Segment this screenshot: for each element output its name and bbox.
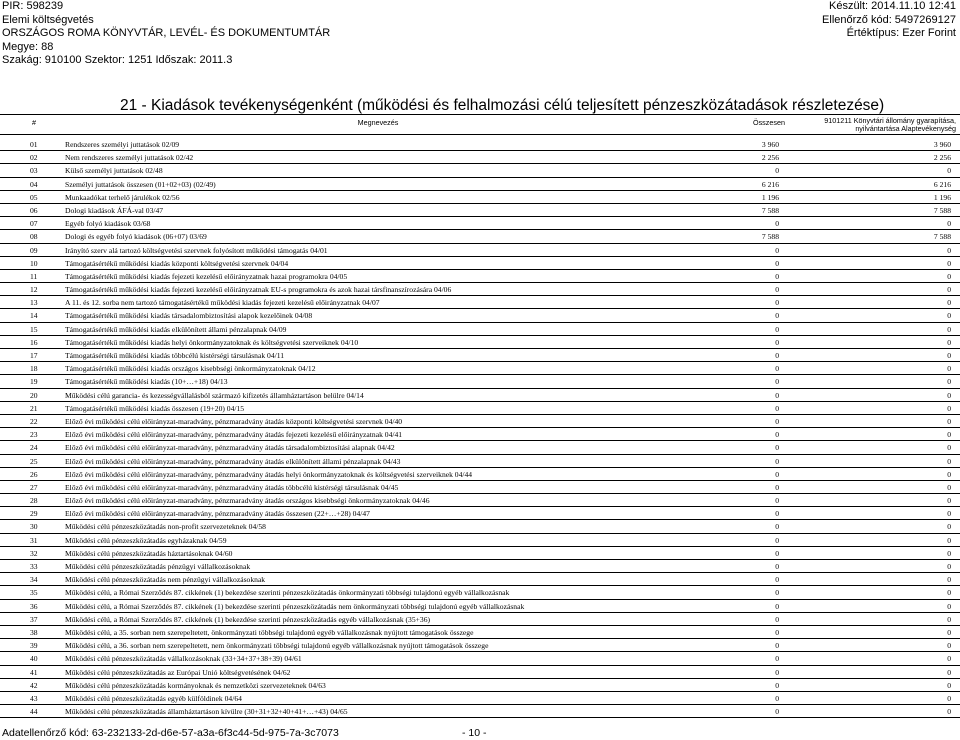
row-total: 0 <box>775 443 779 453</box>
row-activity-value: 0 <box>947 430 951 440</box>
row-label: Rendszeres személyi juttatások 02/09 <box>65 140 180 149</box>
table-row <box>0 692 960 705</box>
table-row <box>0 415 960 428</box>
row-total: 1 196 <box>761 192 779 202</box>
row-label: Támogatásértékű működési kiadás (10+…+18) 04/13 <box>65 377 228 387</box>
row-activity-value: 0 <box>947 351 951 360</box>
row-activity-value: 0 <box>947 271 951 281</box>
row-total: 0 <box>775 562 779 571</box>
row-number: 38 <box>30 627 38 637</box>
row-activity-value: 0 <box>947 390 951 400</box>
row-total: 0 <box>775 496 779 506</box>
row-label: Működési célú pénzeszközátadás egyéb külföldinek 04/64 <box>65 693 242 703</box>
table-row <box>0 138 960 151</box>
row-label: Egyéb folyó kiadások 03/68 <box>65 219 151 229</box>
table-row <box>0 652 960 665</box>
value-type: Értéktípus: Ezer Forint <box>846 27 956 40</box>
row-total: 3 960 <box>761 140 779 149</box>
table-row <box>0 349 960 362</box>
row-label: Külső személyi juttatások 02/48 <box>65 166 163 176</box>
column-activity-header-line1: 9101211 Könyvtári állomány gyarapítása, <box>824 116 956 125</box>
row-activity-value: 7 588 <box>933 205 951 215</box>
row-total: 0 <box>775 522 779 532</box>
row-label: Irányító szerv alá tartozó költségvetési szervnek folyósított működési támogatás 04/01 <box>65 245 328 255</box>
table-row <box>0 679 960 692</box>
row-number: 28 <box>30 496 38 506</box>
table-row <box>0 309 960 322</box>
row-number: 43 <box>30 693 38 703</box>
row-number: 36 <box>30 601 38 611</box>
table-row <box>0 586 960 599</box>
table-row <box>0 336 960 349</box>
row-number: 23 <box>30 430 38 440</box>
row-number: 41 <box>30 667 38 677</box>
row-activity-value: 0 <box>947 285 951 295</box>
row-number: 32 <box>30 548 38 558</box>
row-activity-value: 0 <box>947 416 951 426</box>
row-number: 29 <box>30 509 38 519</box>
row-activity-value: 3 960 <box>933 140 951 149</box>
row-number: 06 <box>30 205 38 215</box>
row-label: Működési célú pénzeszközátadás az Európai Unió költségvetésének 04/62 <box>65 667 291 677</box>
control-code: Ellenőrző kód: 5497269127 <box>822 13 956 26</box>
row-activity-value: 0 <box>947 588 951 598</box>
table-row <box>0 520 960 533</box>
row-total: 0 <box>775 707 779 717</box>
row-number: 09 <box>30 245 38 255</box>
table-row <box>0 494 960 507</box>
row-activity-value: 0 <box>947 641 951 651</box>
row-total: 0 <box>775 390 779 400</box>
row-number: 39 <box>30 641 38 651</box>
row-activity-value: 0 <box>947 601 951 611</box>
row-activity-value: 0 <box>947 654 951 664</box>
row-activity-value: 0 <box>947 535 951 545</box>
table-header <box>0 114 960 135</box>
row-label: Előző évi működési célú előirányzat-maradvány, pénzmaradvány átadás összesen (22+…+28) 04/47 <box>65 509 370 519</box>
row-total: 0 <box>775 430 779 440</box>
table-row <box>0 428 960 441</box>
row-number: 16 <box>30 337 38 347</box>
row-total: 0 <box>775 351 779 360</box>
table-row <box>0 217 960 230</box>
row-label: Támogatásértékű működési kiadás fejezeti kezelésű előirányzatnak EU-s programokra és azok hazai társfinanszírozására 04/06 <box>65 285 452 295</box>
row-label: Támogatásértékű működési kiadás helyi önkormányzatoknak és költségvetési szerveiknek 04/10 <box>65 337 359 347</box>
row-activity-value: 0 <box>947 680 951 690</box>
row-activity-value: 0 <box>947 614 951 624</box>
row-total: 0 <box>775 509 779 519</box>
row-activity-value: 6 216 <box>933 179 951 189</box>
row-activity-value: 0 <box>947 469 951 479</box>
table-row <box>0 178 960 191</box>
table-row <box>0 441 960 454</box>
row-activity-value: 0 <box>947 403 951 413</box>
row-label: Előző évi működési célú előirányzat-maradvány, pénzmaradvány átadás fejezeti kezelésű előirányzatnak 04/41 <box>65 430 403 440</box>
row-total: 7 588 <box>761 205 779 215</box>
table-row <box>0 164 960 177</box>
row-label: Nem rendszeres személyi juttatások 02/42 <box>65 153 194 163</box>
row-total: 0 <box>775 337 779 347</box>
row-label: Működési célú, a Római Szerződés 87. cikkének (1) bekezdése szerinti pénzeszközátadás nem önkormányzati többségi tulajdonú egyéb vállalkozásnak <box>65 601 525 611</box>
table-row <box>0 296 960 309</box>
row-number: 31 <box>30 535 38 545</box>
row-total: 0 <box>775 271 779 281</box>
table-row <box>0 283 960 296</box>
row-activity-value: 0 <box>947 258 951 268</box>
row-number: 12 <box>30 285 38 295</box>
row-number: 34 <box>30 575 38 585</box>
table-row <box>0 402 960 415</box>
row-activity-value: 2 256 <box>933 153 951 163</box>
county-line: Megye: 88 <box>2 40 54 53</box>
table-row <box>0 362 960 375</box>
row-activity-value: 0 <box>947 245 951 255</box>
row-total: 0 <box>775 469 779 479</box>
row-activity-value: 0 <box>947 166 951 176</box>
row-label: Előző évi működési célú előirányzat-maradvány, pénzmaradvány átadás helyi önkormányzatoknak és költségvetési szerveiknek 04/44 <box>65 469 473 479</box>
table-row <box>0 151 960 164</box>
row-total: 0 <box>775 535 779 545</box>
row-activity-value: 0 <box>947 298 951 308</box>
row-number: 30 <box>30 522 38 532</box>
row-total: 0 <box>775 654 779 664</box>
row-label: Előző évi működési célú előirányzat-maradvány, pénzmaradvány átadás elkülönített állami pénzalapnak 04/43 <box>65 456 401 466</box>
table-row <box>0 323 960 336</box>
table-row <box>0 204 960 217</box>
row-total: 0 <box>775 680 779 690</box>
row-activity-value: 0 <box>947 575 951 585</box>
row-number: 01 <box>30 140 38 149</box>
table-row <box>0 639 960 652</box>
row-number: 26 <box>30 469 38 479</box>
row-label: Működési célú pénzeszközátadás vállalkozásoknak (33+34+37+38+39) 04/61 <box>65 654 302 664</box>
row-number: 40 <box>30 654 38 664</box>
row-label: Működési célú, a 35. sorban nem szerepeltetett, önkormányzati többségi tulajdonú egyéb vállalkozásnak nyújtott támogatások összege <box>65 627 474 637</box>
row-number: 33 <box>30 562 38 571</box>
column-activity-header-line2: nyilvántartása Alaptevékenység <box>855 124 956 133</box>
row-number: 20 <box>30 390 38 400</box>
row-activity-value: 0 <box>947 377 951 387</box>
row-label: Működési célú pénzeszközátadás nem pénzügyi vállalkozásoknak <box>65 575 266 585</box>
row-activity-value: 0 <box>947 482 951 492</box>
row-label: Munkaadókat terhelő járulékok 02/56 <box>65 192 180 202</box>
row-total: 6 216 <box>761 179 779 189</box>
row-label: Működési célú garancia- és kezességvállalásból származó kifizetés államháztartáson belülre 04/14 <box>65 390 364 400</box>
table-row <box>0 191 960 204</box>
row-label: Előző évi működési célú előirányzat-maradvány, pénzmaradvány átadás társadalombiztosítási alapnak 04/42 <box>65 443 395 453</box>
row-number: 10 <box>30 258 38 268</box>
table-row <box>0 600 960 613</box>
page-number: - 10 - <box>462 727 487 739</box>
column-number-header: # <box>32 118 36 127</box>
row-total: 2 256 <box>761 153 779 163</box>
row-total: 0 <box>775 456 779 466</box>
row-label: Működési célú pénzeszközátadás kormányoknak és nemzetközi szervezeteknek 04/63 <box>65 680 326 690</box>
row-label: Működési célú pénzeszközátadás non-profit szervezeteknek 04/58 <box>65 522 266 532</box>
row-number: 05 <box>30 192 38 202</box>
row-total: 0 <box>775 364 779 374</box>
row-number: 24 <box>30 443 38 453</box>
row-number: 17 <box>30 351 38 360</box>
row-label: Támogatásértékű működési kiadás összesen (19+20) 04/15 <box>65 403 245 413</box>
row-number: 02 <box>30 153 38 163</box>
row-activity-value: 0 <box>947 707 951 717</box>
row-label: Működési célú pénzeszközátadás államháztartáson kívülre (30+31+32+40+41+…+43) 04/65 <box>65 707 348 717</box>
row-total: 0 <box>775 627 779 637</box>
column-activity-header <box>824 117 956 133</box>
row-number: 11 <box>30 271 38 281</box>
row-label: Működési célú pénzeszközátadás pénzügyi vállalkozásoknak <box>65 562 251 571</box>
row-activity-value: 0 <box>947 667 951 677</box>
row-label: Dologi és egyéb folyó kiadások (06+07) 03/69 <box>65 232 207 242</box>
row-label: Működési célú, a Római Szerződés 87. cikkének (1) bekezdése szerinti pénzeszközátadás önkormányzati többségi tulajdonú egyéb vállalkozásnak <box>65 588 510 598</box>
row-total: 0 <box>775 482 779 492</box>
row-total: 0 <box>775 667 779 677</box>
row-label: Dologi kiadások ÁFÁ-val 03/47 <box>65 205 164 215</box>
row-total: 0 <box>775 403 779 413</box>
table-row <box>0 534 960 547</box>
row-label: Támogatásértékű működési kiadás többcélú kistérségi társulásnak 04/11 <box>65 351 285 360</box>
table-row <box>0 257 960 270</box>
row-total: 0 <box>775 416 779 426</box>
row-number: 21 <box>30 403 38 413</box>
row-number: 22 <box>30 416 38 426</box>
row-number: 35 <box>30 588 38 598</box>
header-left <box>2 0 330 68</box>
row-total: 0 <box>775 166 779 176</box>
row-total: 0 <box>775 588 779 598</box>
row-total: 0 <box>775 245 779 255</box>
row-activity-value: 0 <box>947 311 951 321</box>
table-row <box>0 375 960 388</box>
row-label: Támogatásértékű működési kiadás országos kisebbségi önkormányzatoknak 04/12 <box>65 364 316 374</box>
row-total: 0 <box>775 219 779 229</box>
row-number: 19 <box>30 377 38 387</box>
row-label: Előző évi működési célú előirányzat-maradvány, pénzmaradvány átadás többcélú kistérségi társulásnak 04/45 <box>65 482 399 492</box>
row-total: 0 <box>775 641 779 651</box>
row-number: 27 <box>30 482 38 492</box>
row-label: Működési célú, a Római Szerződés 87. cikkének (1) bekezdése szerinti pénzeszközátadás egyéb vállalkozásnak (35+36) <box>65 614 431 624</box>
row-total: 0 <box>775 298 779 308</box>
row-number: 13 <box>30 298 38 308</box>
created-timestamp: Készült: 2014.11.10 12:41 <box>828 0 956 12</box>
row-label: Előző évi működési célú előirányzat-maradvány, pénzmaradvány átadás országos kisebbségi önkormányzatoknak 04/46 <box>65 496 430 506</box>
table-row <box>0 705 960 718</box>
row-total: 0 <box>775 311 779 321</box>
table-row <box>0 547 960 560</box>
data-check-code: Adatellenőrző kód: 63-232133-2d-d6e-57-a3a-6f3c44-5d-975-7a-3c7073 <box>2 727 339 739</box>
row-label: A 11. és 12. sorba nem tartozó támogatásértékű működési kiadás fejezeti kezelésű előirányzatnak 04/07 <box>65 298 380 308</box>
row-number: 42 <box>30 680 38 690</box>
row-activity-value: 0 <box>947 324 951 334</box>
row-total: 7 588 <box>761 232 779 242</box>
table-row <box>0 481 960 494</box>
column-name-header: Megnevezés <box>357 118 399 127</box>
row-number: 15 <box>30 324 38 334</box>
row-total: 0 <box>775 601 779 611</box>
row-label: Támogatásértékű működési kiadás társadalombiztosítási alapok kezelőinek 04/08 <box>65 311 313 321</box>
table-row <box>0 613 960 626</box>
page-title: 21 - Kiadások tevékenységenként (működési és felhalmozási célú teljesített pénzeszközátadások részletezése) <box>120 97 885 114</box>
pir-line: PIR: 598239 <box>2 0 64 12</box>
row-activity-value: 0 <box>947 522 951 532</box>
row-label: Működési célú, a 36. sorban nem szerepeltetett, nem önkormányzati többségi tulajdonú egyéb vállalkozásnak nyújtott támogatások összege <box>65 641 489 651</box>
table-body <box>0 138 960 718</box>
table-row <box>0 626 960 639</box>
table-row <box>0 573 960 586</box>
row-number: 04 <box>30 179 38 189</box>
row-total: 0 <box>775 324 779 334</box>
row-activity-value: 0 <box>947 693 951 703</box>
row-activity-value: 0 <box>947 443 951 453</box>
row-label: Támogatásértékű működési kiadás elkülönített állami pénzalapnak 04/09 <box>65 324 287 334</box>
row-activity-value: 0 <box>947 509 951 519</box>
table-row <box>0 270 960 283</box>
row-number: 03 <box>30 166 38 176</box>
row-number: 18 <box>30 364 38 374</box>
row-number: 37 <box>30 614 38 624</box>
report-type: Elemi költségvetés <box>2 13 94 26</box>
row-activity-value: 0 <box>947 548 951 558</box>
row-activity-value: 0 <box>947 496 951 506</box>
table-row <box>0 244 960 257</box>
row-number: 07 <box>30 219 38 229</box>
row-activity-value: 0 <box>947 627 951 637</box>
row-label: Előző évi működési célú előirányzat-maradvány, pénzmaradvány átadás központi költségvetési szervnek 04/40 <box>65 416 403 426</box>
header-right <box>822 0 956 41</box>
row-number: 14 <box>30 311 38 321</box>
row-activity-value: 0 <box>947 219 951 229</box>
row-label: Támogatásértékű működési kiadás fejezeti kezelésű előirányzatnak hazai programokra 04/05 <box>65 271 348 281</box>
column-total-header: Összesen <box>753 118 785 127</box>
table-row <box>0 230 960 243</box>
row-number: 08 <box>30 232 38 242</box>
row-total: 0 <box>775 575 779 585</box>
table-row <box>0 507 960 520</box>
row-total: 0 <box>775 548 779 558</box>
sector-period-line: Szakág: 910100 Szektor: 1251 Időszak: 2011.3 <box>2 54 233 67</box>
row-total: 0 <box>775 693 779 703</box>
table-row <box>0 455 960 468</box>
row-total: 0 <box>775 285 779 295</box>
row-total: 0 <box>775 258 779 268</box>
table-row <box>0 389 960 402</box>
institution-name: ORSZÁGOS ROMA KÖNYVTÁR, LEVÉL- ÉS DOKUMENTUMTÁR <box>2 27 331 40</box>
table-row <box>0 560 960 573</box>
row-activity-value: 1 196 <box>933 192 951 202</box>
row-activity-value: 7 588 <box>933 232 951 242</box>
row-label: Működési célú pénzeszközátadás háztartásoknak 04/60 <box>65 548 233 558</box>
row-activity-value: 0 <box>947 456 951 466</box>
row-total: 0 <box>775 614 779 624</box>
row-total: 0 <box>775 377 779 387</box>
row-activity-value: 0 <box>947 562 951 571</box>
table-row <box>0 666 960 679</box>
row-activity-value: 0 <box>947 364 951 374</box>
row-activity-value: 0 <box>947 337 951 347</box>
row-number: 44 <box>30 707 38 717</box>
row-number: 25 <box>30 456 38 466</box>
row-label: Személyi juttatások összesen (01+02+03) (02/49) <box>65 179 216 189</box>
row-label: Működési célú pénzeszközátadás egyházaknak 04/59 <box>65 535 227 545</box>
table-row <box>0 468 960 481</box>
row-label: Támogatásértékű működési kiadás központi költségvetési szervnek 04/04 <box>65 258 289 268</box>
